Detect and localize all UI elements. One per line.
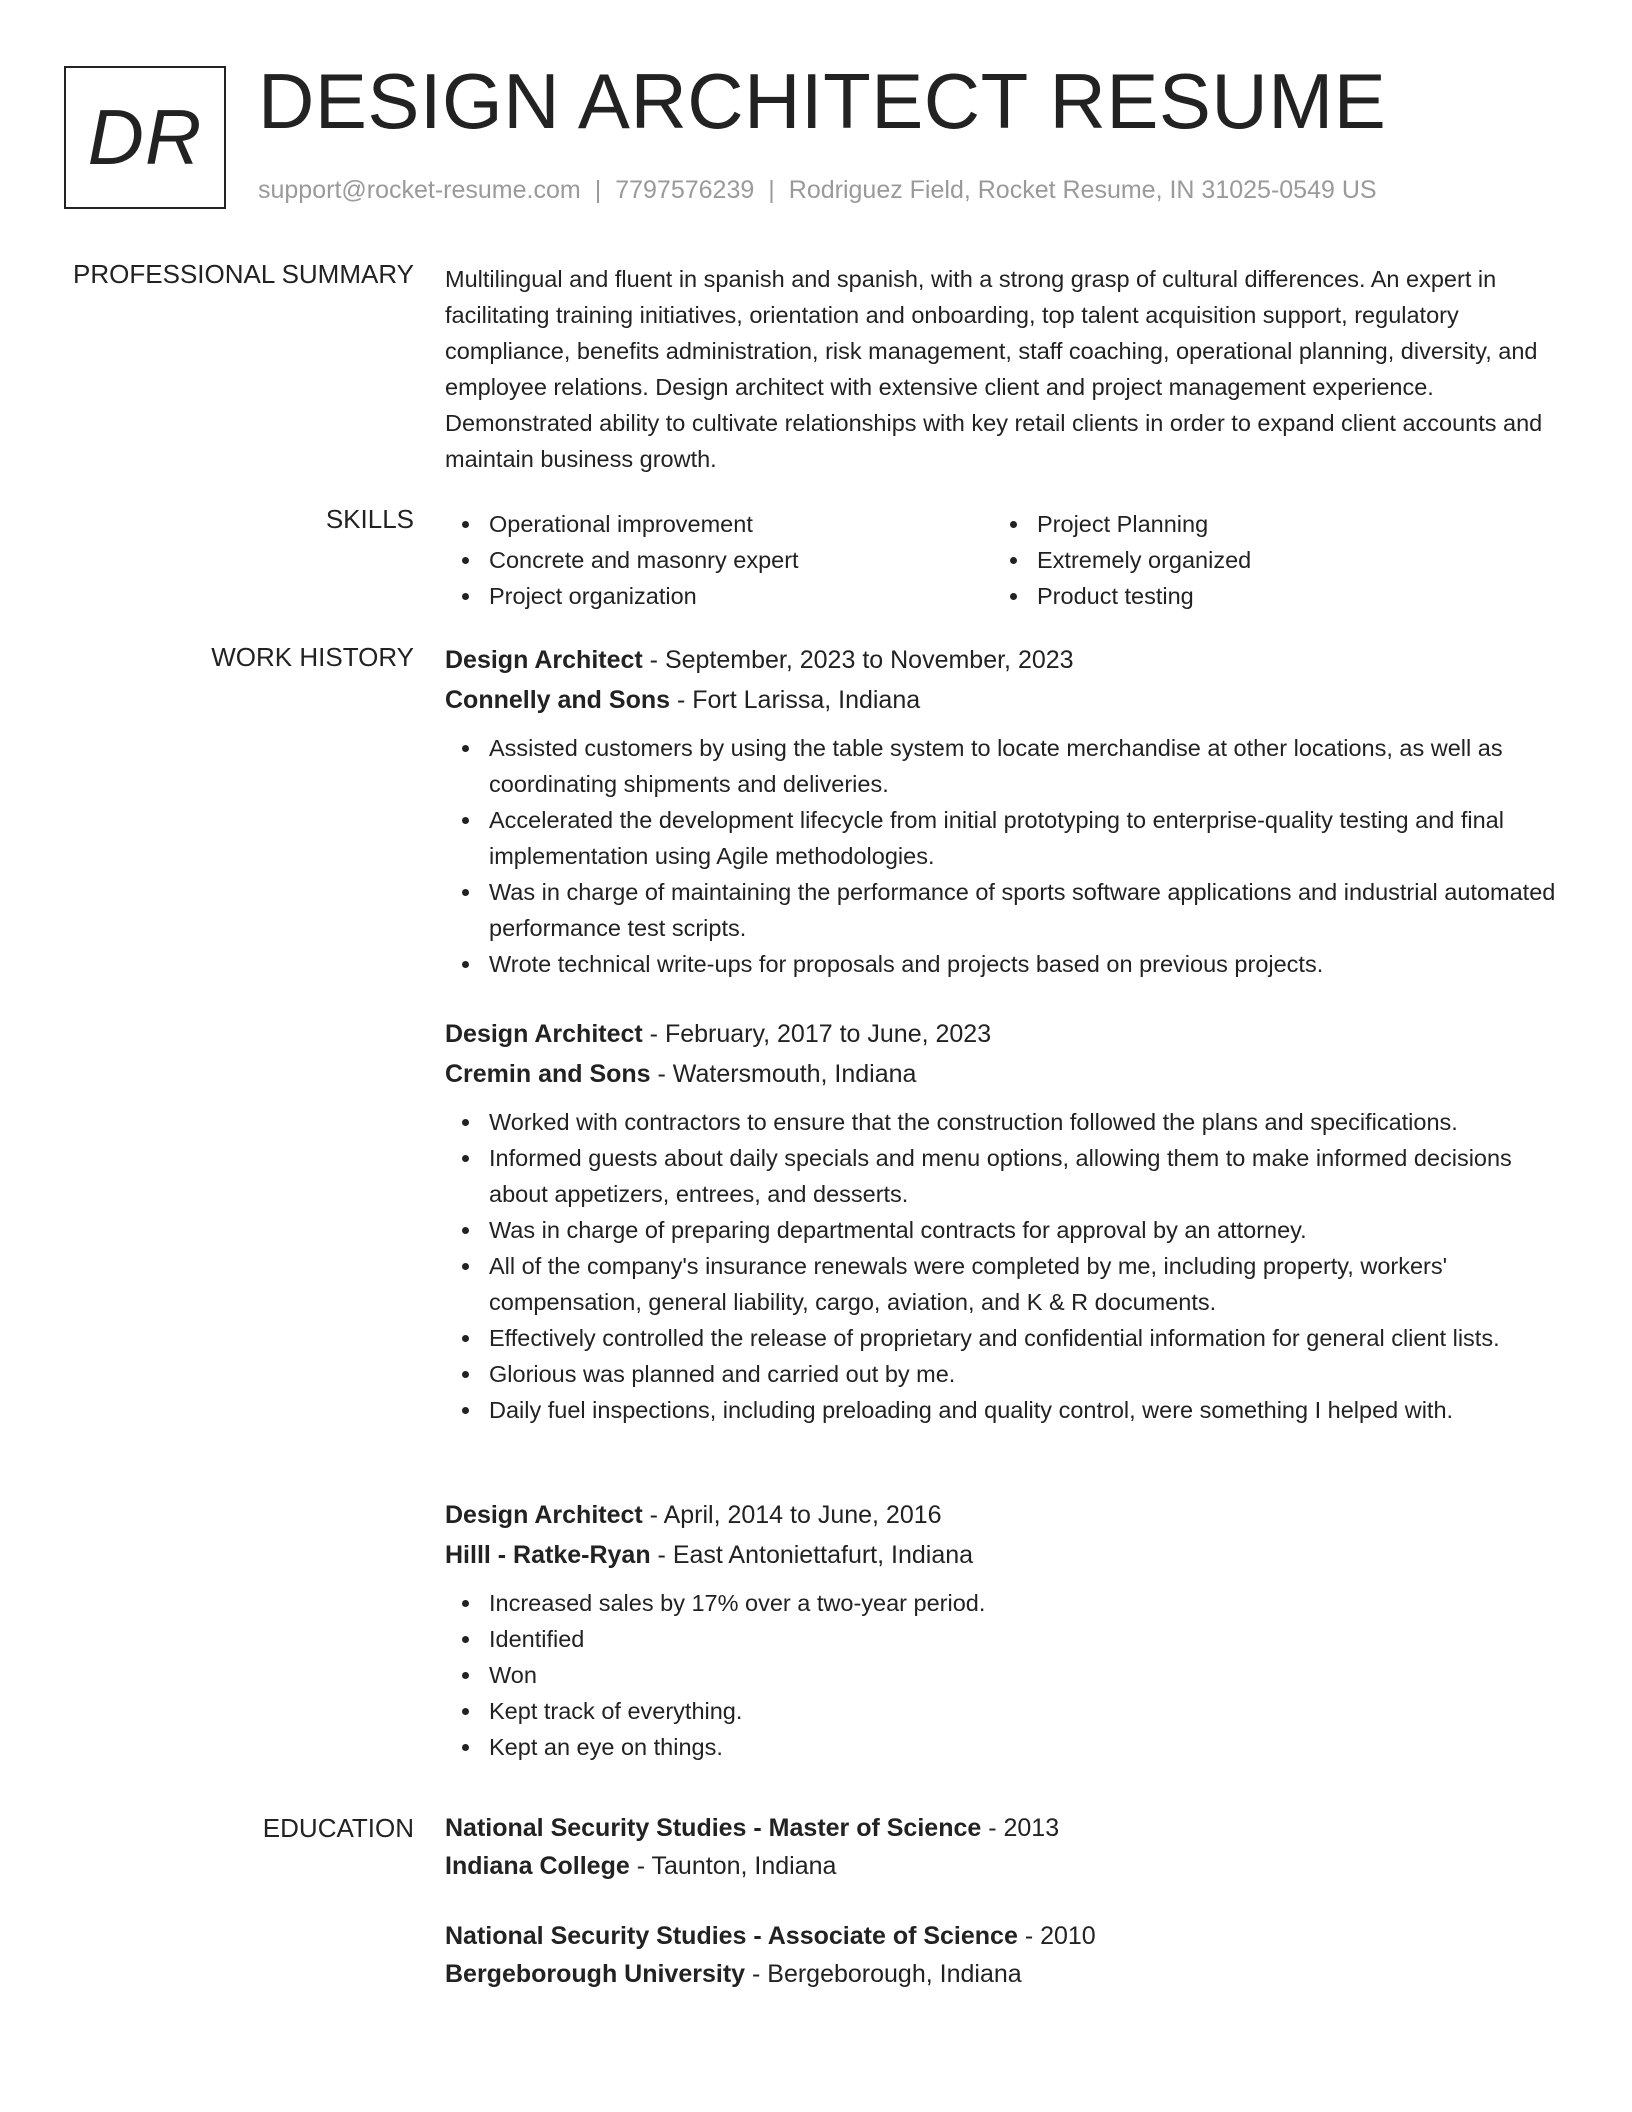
education-degree: National Security Studies - Associate of Science xyxy=(445,1922,1018,1950)
job-location: - East Antoniettafurt, Indiana xyxy=(650,1541,974,1569)
section-label-education: EDUCATION xyxy=(262,1813,414,1843)
job-dates: - September, 2023 to November, 2023 xyxy=(642,646,1074,674)
job-entry xyxy=(445,640,1565,982)
skill-item: Extremely organized xyxy=(993,542,1541,578)
job-bullet: Daily fuel inspections, including preloading and quality control, were something I helped with. xyxy=(445,1392,1565,1428)
job-bullet: Won xyxy=(445,1657,1565,1693)
skill-item: Project Planning xyxy=(993,506,1541,542)
education-degree-line xyxy=(445,1917,1565,1955)
job-title-line xyxy=(445,640,1565,680)
job-entry xyxy=(445,1014,1565,1428)
education-year: - 2010 xyxy=(1017,1922,1096,1950)
job-bullet: Kept track of everything. xyxy=(445,1693,1565,1729)
job-location: - Fort Larissa, Indiana xyxy=(670,686,921,714)
education-location: - Taunton, Indiana xyxy=(629,1852,837,1880)
job-company: Hilll - Ratke-Ryan xyxy=(445,1541,651,1569)
education-school: Bergeborough University xyxy=(445,1960,746,1988)
job-bullet: Effectively controlled the release of proprietary and confidential information for general client lists. xyxy=(445,1320,1565,1356)
education-entry xyxy=(445,1809,1565,1885)
education-year: - 2013 xyxy=(981,1814,1060,1842)
education-school: Indiana College xyxy=(445,1852,630,1880)
skill-item: Operational improvement xyxy=(445,506,993,542)
job-company: Cremin and Sons xyxy=(445,1060,651,1088)
job-bullets xyxy=(445,1585,1565,1765)
contact-line xyxy=(258,176,1377,205)
job-location: - Watersmouth, Indiana xyxy=(650,1060,917,1088)
job-title: Design Architect xyxy=(445,646,643,674)
job-entry xyxy=(445,1495,1565,1765)
job-dates: - February, 2017 to June, 2023 xyxy=(642,1020,992,1048)
job-company-line xyxy=(445,1054,1565,1094)
job-bullet: All of the company's insurance renewals were completed by me, including property, workers' compensation, general liability, cargo, aviation, and K & R documents. xyxy=(445,1248,1565,1320)
job-bullet: Was in charge of preparing departmental contracts for approval by an attorney. xyxy=(445,1212,1565,1248)
contact-email[interactable]: support@rocket-resume.com xyxy=(258,176,581,204)
job-bullet: Was in charge of maintaining the performance of sports software applications and industrial automated performance test scripts. xyxy=(445,874,1565,946)
job-title: Design Architect xyxy=(445,1020,643,1048)
job-company-line xyxy=(445,1535,1565,1575)
job-bullet: Identified xyxy=(445,1621,1565,1657)
job-bullet: Worked with contractors to ensure that the construction followed the plans and specifications. xyxy=(445,1104,1565,1140)
job-bullet: Increased sales by 17% over a two-year period. xyxy=(445,1585,1565,1621)
job-bullet: Kept an eye on things. xyxy=(445,1729,1565,1765)
job-bullets xyxy=(445,730,1565,982)
job-bullet: Wrote technical write-ups for proposals and projects based on previous projects. xyxy=(445,946,1565,982)
job-bullet: Accelerated the development lifecycle from initial prototyping to enterprise-quality testing and final implementation using Agile methodologies. xyxy=(445,802,1565,874)
skill-item: Product testing xyxy=(993,578,1541,614)
contact-separator: | xyxy=(768,176,775,204)
resume-title: DESIGN ARCHITECT RESUME xyxy=(258,57,1387,145)
contact-phone[interactable]: 7797576239 xyxy=(615,176,755,204)
education-entry xyxy=(445,1917,1565,1993)
education-school-line xyxy=(445,1955,1565,1993)
job-title-line xyxy=(445,1495,1565,1535)
job-company: Connelly and Sons xyxy=(445,686,671,714)
job-title: Design Architect xyxy=(445,1501,643,1529)
section-label-skills: SKILLS xyxy=(325,504,414,534)
job-bullets xyxy=(445,1104,1565,1428)
education-school-line xyxy=(445,1847,1565,1885)
job-bullet: Glorious was planned and carried out by me. xyxy=(445,1356,1565,1392)
job-dates: - April, 2014 to June, 2016 xyxy=(642,1501,942,1529)
contact-address: Rodriguez Field, Rocket Resume, IN 31025-0549 US xyxy=(788,176,1377,204)
monogram: DR xyxy=(64,66,226,209)
job-bullet: Assisted customers by using the table system to locate merchandise at other locations, as well as coordinating shipments and deliveries. xyxy=(445,730,1565,802)
summary-text: Multilingual and fluent in spanish and spanish, with a strong grasp of cultural differences. An expert in facilitating training initiatives, orientation and onboarding, top talent acquisition support, regulatory compliance, benefits administration, risk management, staff coaching, operational planning, diversity, and employee relations. Design architect with extensive client and project management experience. Demonstrated ability to cultivate relationships with key retail clients in order to expand client accounts and maintain business growth. xyxy=(445,266,1543,472)
job-bullet: Informed guests about daily specials and menu options, allowing them to make informed decisions about appetizers, entrees, and desserts. xyxy=(445,1140,1565,1212)
skill-item: Concrete and masonry expert xyxy=(445,542,993,578)
skill-item: Project organization xyxy=(445,578,993,614)
section-label-work: WORK HISTORY xyxy=(211,642,414,672)
skills-list xyxy=(445,506,1565,614)
skills-column-left xyxy=(445,506,993,614)
contact-separator: | xyxy=(594,176,602,204)
education-location: - Bergeborough, Indiana xyxy=(745,1960,1022,1988)
education-degree-line xyxy=(445,1809,1565,1847)
job-company-line xyxy=(445,680,1565,720)
education-degree: National Security Studies - Master of Science xyxy=(445,1814,982,1842)
job-title-line xyxy=(445,1014,1565,1054)
section-label-summary: PROFESSIONAL SUMMARY xyxy=(73,259,414,289)
skills-column-right xyxy=(993,506,1541,614)
